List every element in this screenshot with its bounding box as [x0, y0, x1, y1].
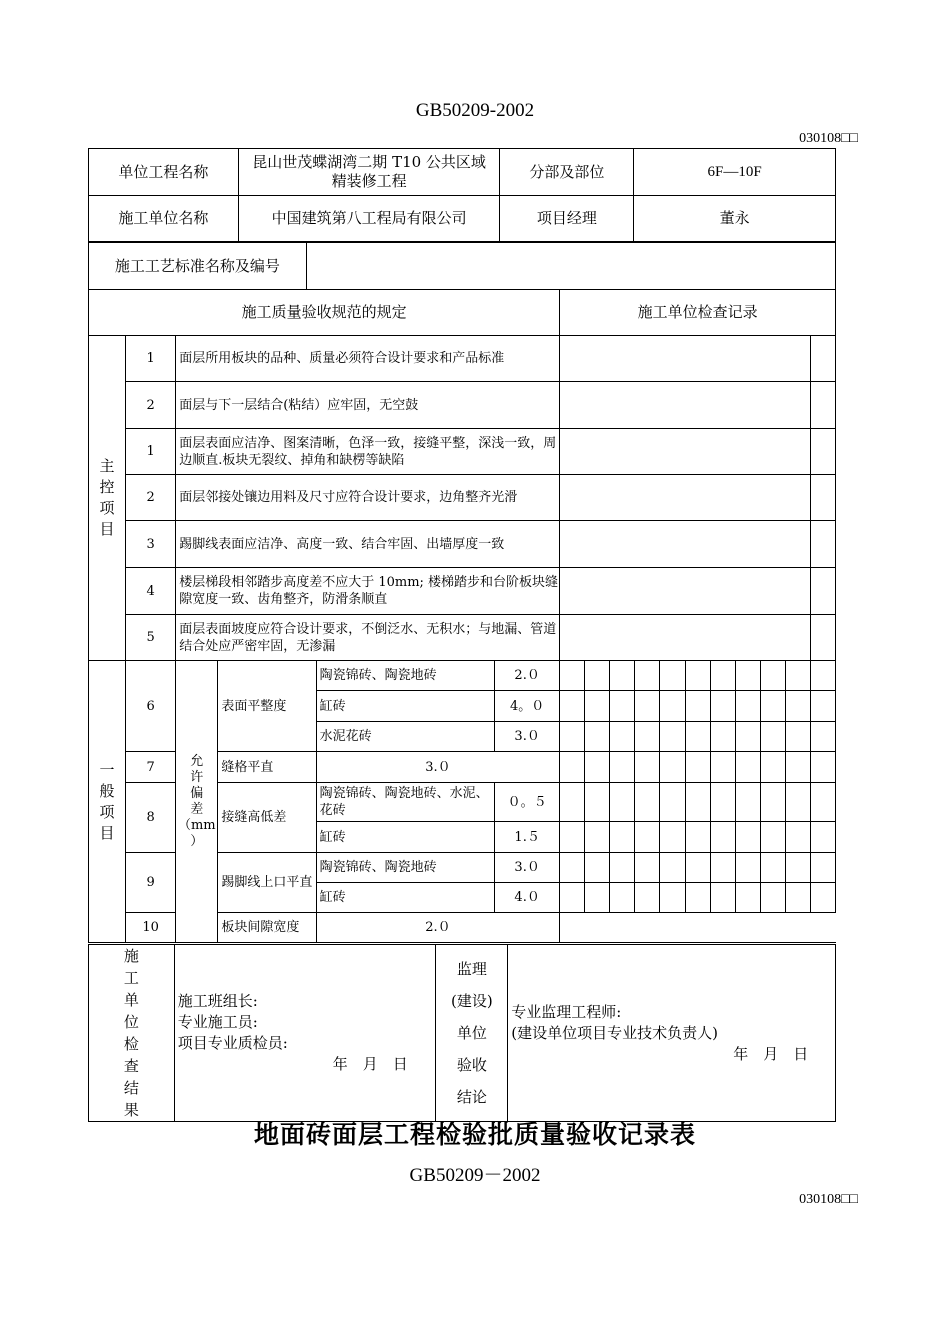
grid-cell[interactable]: [560, 691, 585, 722]
main-item-text: 踢脚线表面应洁净、高度一致、结合牢固、出墙厚度一致: [176, 521, 560, 568]
grid-cell[interactable]: [810, 661, 835, 691]
material-cell: 陶瓷锦砖、陶瓷地砖、水泥、花砖: [316, 783, 494, 822]
general-item-no: 6: [126, 661, 176, 752]
grid-cell[interactable]: [685, 783, 710, 822]
general-items-group-label: 一 般 项 目: [89, 661, 126, 943]
subdivision-label: 分部及部位: [500, 149, 634, 196]
grid-cell[interactable]: [735, 691, 760, 722]
tolerance-value: 3.０: [495, 853, 560, 883]
supervision-signatures: [508, 945, 836, 1122]
tolerance-value: 1.５: [495, 822, 560, 853]
main-item-text: 面层所用板块的品种、质量必须符合设计要求和产品标准: [176, 336, 560, 382]
grid-cell[interactable]: [785, 783, 810, 822]
grid-cell[interactable]: [710, 752, 735, 783]
grid-cell[interactable]: [610, 722, 635, 752]
grid-cell[interactable]: [560, 913, 836, 943]
general-item-no: 8: [126, 783, 176, 853]
grid-cell[interactable]: [560, 752, 585, 783]
grid-cell[interactable]: [785, 691, 810, 722]
material-cell: 陶瓷锦砖、陶瓷地砖: [316, 661, 494, 691]
main-item-no: 2: [126, 475, 176, 521]
general-item-no: 10: [126, 913, 176, 943]
grid-cell[interactable]: [635, 853, 660, 883]
main-item-no: 5: [126, 615, 176, 661]
record-cell-end[interactable]: [810, 521, 835, 568]
grid-cell[interactable]: [610, 822, 635, 853]
form-code-bottom: 030108□□: [799, 1192, 858, 1207]
tolerance-value: 3.０: [495, 722, 560, 752]
material-cell: 水泥花砖: [316, 722, 494, 752]
tolerance-value: 3.０: [316, 752, 560, 783]
grid-cell[interactable]: [760, 691, 785, 722]
record-cell[interactable]: [560, 475, 811, 521]
grid-cell[interactable]: [585, 883, 610, 913]
record-cell-end[interactable]: [810, 475, 835, 521]
grid-cell[interactable]: [710, 822, 735, 853]
main-item-no: 2: [126, 382, 176, 429]
grid-cell[interactable]: [785, 883, 810, 913]
material-cell: 缸砖: [316, 883, 494, 913]
grid-cell[interactable]: [560, 853, 585, 883]
grid-cell[interactable]: [735, 661, 760, 691]
grid-cell[interactable]: [735, 822, 760, 853]
grid-cell[interactable]: [610, 853, 635, 883]
supervision-label: 监理 (建设) 单位 验收 结论: [436, 945, 508, 1122]
process-standard-label: 施工工艺标准名称及编号: [89, 243, 307, 290]
grid-cell[interactable]: [560, 783, 585, 822]
main-item-no: 3: [126, 521, 176, 568]
grid-cell[interactable]: [660, 883, 685, 913]
tolerance-value: 4。０: [495, 691, 560, 722]
grid-cell[interactable]: [585, 722, 610, 752]
grid-cell[interactable]: [585, 752, 610, 783]
record-cell[interactable]: [560, 568, 811, 615]
contractor-label: 施工单位名称: [89, 196, 239, 242]
tolerance-value: 4.０: [495, 883, 560, 913]
general-item-name: 板块间隙宽度: [218, 913, 316, 943]
signoff-table: [88, 944, 836, 1122]
project-manager-label: 项目经理: [500, 196, 634, 242]
material-cell: 缸砖: [316, 691, 494, 722]
main-item-text: 楼层梯段相邻踏步高度差不应大于 10mm; 楼梯踏步和台阶板块缝隙宽度一致、齿角整齐，防滑条顺直: [176, 568, 560, 615]
grid-cell[interactable]: [810, 722, 835, 752]
grid-cell[interactable]: [610, 691, 635, 722]
grid-cell[interactable]: [685, 752, 710, 783]
grid-cell[interactable]: [760, 783, 785, 822]
grid-cell[interactable]: [710, 661, 735, 691]
unit-project-label: 单位工程名称: [89, 149, 239, 196]
grid-cell[interactable]: [735, 722, 760, 752]
grid-cell[interactable]: [810, 883, 835, 913]
general-item-name: 缝格平直: [218, 752, 316, 783]
grid-cell[interactable]: [760, 752, 785, 783]
grid-cell[interactable]: [735, 752, 760, 783]
grid-cell[interactable]: [585, 661, 610, 691]
grid-cell[interactable]: [560, 822, 585, 853]
main-items-group-label: 主 控 项 目: [89, 336, 126, 661]
record-cell-end[interactable]: [810, 429, 835, 475]
project-info-table: [88, 148, 836, 242]
general-item-no: 9: [126, 853, 176, 913]
record-cell-end[interactable]: [810, 382, 835, 429]
record-cell[interactable]: [560, 615, 811, 661]
grid-cell[interactable]: [660, 853, 685, 883]
grid-cell[interactable]: [760, 722, 785, 752]
grid-cell[interactable]: [710, 853, 735, 883]
date-left[interactable]: 年 月 日: [332, 1055, 408, 1073]
grid-cell[interactable]: [610, 883, 635, 913]
grid-cell[interactable]: [685, 661, 710, 691]
grid-cell[interactable]: [660, 691, 685, 722]
grid-cell[interactable]: [560, 661, 585, 691]
general-item-name: 表面平整度: [218, 661, 316, 752]
process-standard-table: [88, 242, 836, 290]
main-item-text: 面层与下一层结合(粘结）应牢固，无空鼓: [176, 382, 560, 429]
main-item-no: 1: [126, 429, 176, 475]
contractor-result-label: 施 工 单 位 检 查 结 果: [89, 945, 175, 1122]
tolerance-value: ０。５: [495, 783, 560, 822]
grid-cell[interactable]: [610, 752, 635, 783]
grid-cell[interactable]: [810, 752, 835, 783]
grid-cell[interactable]: [735, 783, 760, 822]
grid-cell[interactable]: [685, 822, 710, 853]
grid-cell[interactable]: [710, 691, 735, 722]
process-standard-value: [306, 243, 835, 290]
grid-cell[interactable]: [660, 722, 685, 752]
grid-cell[interactable]: [810, 853, 835, 883]
grid-cell[interactable]: [660, 822, 685, 853]
grid-cell[interactable]: [635, 883, 660, 913]
contractor-signatures: [174, 945, 436, 1122]
grid-cell[interactable]: [685, 722, 710, 752]
general-item-name: 接缝高低差: [218, 783, 316, 853]
grid-cell[interactable]: [635, 661, 660, 691]
record-cell[interactable]: [560, 429, 811, 475]
grid-cell[interactable]: [760, 661, 785, 691]
grid-cell[interactable]: [760, 883, 785, 913]
grid-cell[interactable]: [810, 822, 835, 853]
record-cell[interactable]: [560, 382, 811, 429]
tolerance-value: 2.０: [495, 661, 560, 691]
grid-cell[interactable]: [635, 691, 660, 722]
subdivision-value: 6F—10F: [634, 149, 836, 196]
grid-cell[interactable]: [760, 853, 785, 883]
main-item-text: 面层邻接处镶边用料及尺寸应符合设计要求，边角整齐光滑: [176, 475, 560, 521]
grid-cell[interactable]: [685, 853, 710, 883]
grid-cell[interactable]: [760, 822, 785, 853]
form-code-top: 030108□□: [799, 131, 858, 146]
supervisor-field[interactable]: 专业监理工程师:: [511, 1002, 622, 1021]
inspection-table: [88, 289, 836, 943]
grid-cell[interactable]: [685, 883, 710, 913]
grid-cell[interactable]: [585, 853, 610, 883]
grid-cell[interactable]: [710, 722, 735, 752]
tolerance-label: 允 许 偏 差 （mm ）: [176, 661, 218, 943]
grid-cell[interactable]: [810, 783, 835, 822]
record-cell[interactable]: [560, 336, 811, 382]
grid-cell[interactable]: [785, 722, 810, 752]
grid-cell[interactable]: [635, 722, 660, 752]
worker-field[interactable]: 专业施工员:: [177, 1013, 258, 1031]
tolerance-value: 2.０: [316, 913, 560, 943]
project-manager-value: 董永: [634, 196, 836, 242]
grid-cell[interactable]: [610, 661, 635, 691]
grid-cell[interactable]: [785, 853, 810, 883]
main-item-no: 1: [126, 336, 176, 382]
material-cell: 陶瓷锦砖、陶瓷地砖: [316, 853, 494, 883]
main-item-text: 面层表面坡度应符合设计要求，不倒泛水、无积水；与地漏、管道结合处应严密牢固，无渗漏: [176, 615, 560, 661]
standard-number-top: GB50209-2002: [415, 100, 535, 121]
grid-cell[interactable]: [585, 691, 610, 722]
date-right[interactable]: 年 月 日: [733, 1044, 809, 1063]
grid-cell[interactable]: [735, 883, 760, 913]
grid-cell[interactable]: [785, 822, 810, 853]
grid-cell[interactable]: [810, 691, 835, 722]
main-item-no: 4: [126, 568, 176, 615]
record-cell[interactable]: [560, 521, 811, 568]
record-cell-end[interactable]: [810, 336, 835, 382]
general-item-no: 7: [126, 752, 176, 783]
material-cell: 缸砖: [316, 822, 494, 853]
record-column-header: 施工单位检查记录: [560, 290, 836, 336]
grid-cell[interactable]: [785, 752, 810, 783]
grid-cell[interactable]: [585, 822, 610, 853]
main-item-text: 面层表面应洁净、图案清晰，色泽一致，接缝平整，深浅一致，周边顺直.板块无裂纹、掉角和缺楞等缺陷: [176, 429, 560, 475]
grid-cell[interactable]: [585, 783, 610, 822]
record-cell-end[interactable]: [810, 615, 835, 661]
grid-cell[interactable]: [610, 783, 635, 822]
grid-cell[interactable]: [660, 783, 685, 822]
contractor-value: 中国建筑第八工程局有限公司: [238, 196, 500, 242]
owner-rep-field[interactable]: (建设单位项目专业技术负责人): [511, 1023, 718, 1042]
grid-cell[interactable]: [785, 661, 810, 691]
grid-cell[interactable]: [685, 691, 710, 722]
grid-cell[interactable]: [660, 661, 685, 691]
unit-project-value: 昆山世茂蝶湖湾二期 T10 公共区域 精装修工程: [238, 149, 500, 196]
grid-cell[interactable]: [635, 752, 660, 783]
grid-cell[interactable]: [735, 853, 760, 883]
team-leader-field[interactable]: 施工班组长:: [177, 992, 258, 1010]
general-item-name: 踢脚线上口平直: [218, 853, 316, 913]
grid-cell[interactable]: [560, 722, 585, 752]
grid-cell[interactable]: [710, 883, 735, 913]
grid-cell[interactable]: [660, 752, 685, 783]
inspector-field[interactable]: 项目专业质检员:: [177, 1034, 288, 1052]
grid-cell[interactable]: [710, 783, 735, 822]
record-cell-end[interactable]: [810, 568, 835, 615]
spec-column-header: 施工质量验收规范的规定: [89, 290, 560, 336]
grid-cell[interactable]: [635, 783, 660, 822]
form-title: 地面砖面层工程检验批质量验收记录表: [253, 1120, 696, 1149]
standard-number-bottom: GB50209－2002: [409, 1165, 541, 1186]
grid-cell[interactable]: [635, 822, 660, 853]
grid-cell[interactable]: [560, 883, 585, 913]
